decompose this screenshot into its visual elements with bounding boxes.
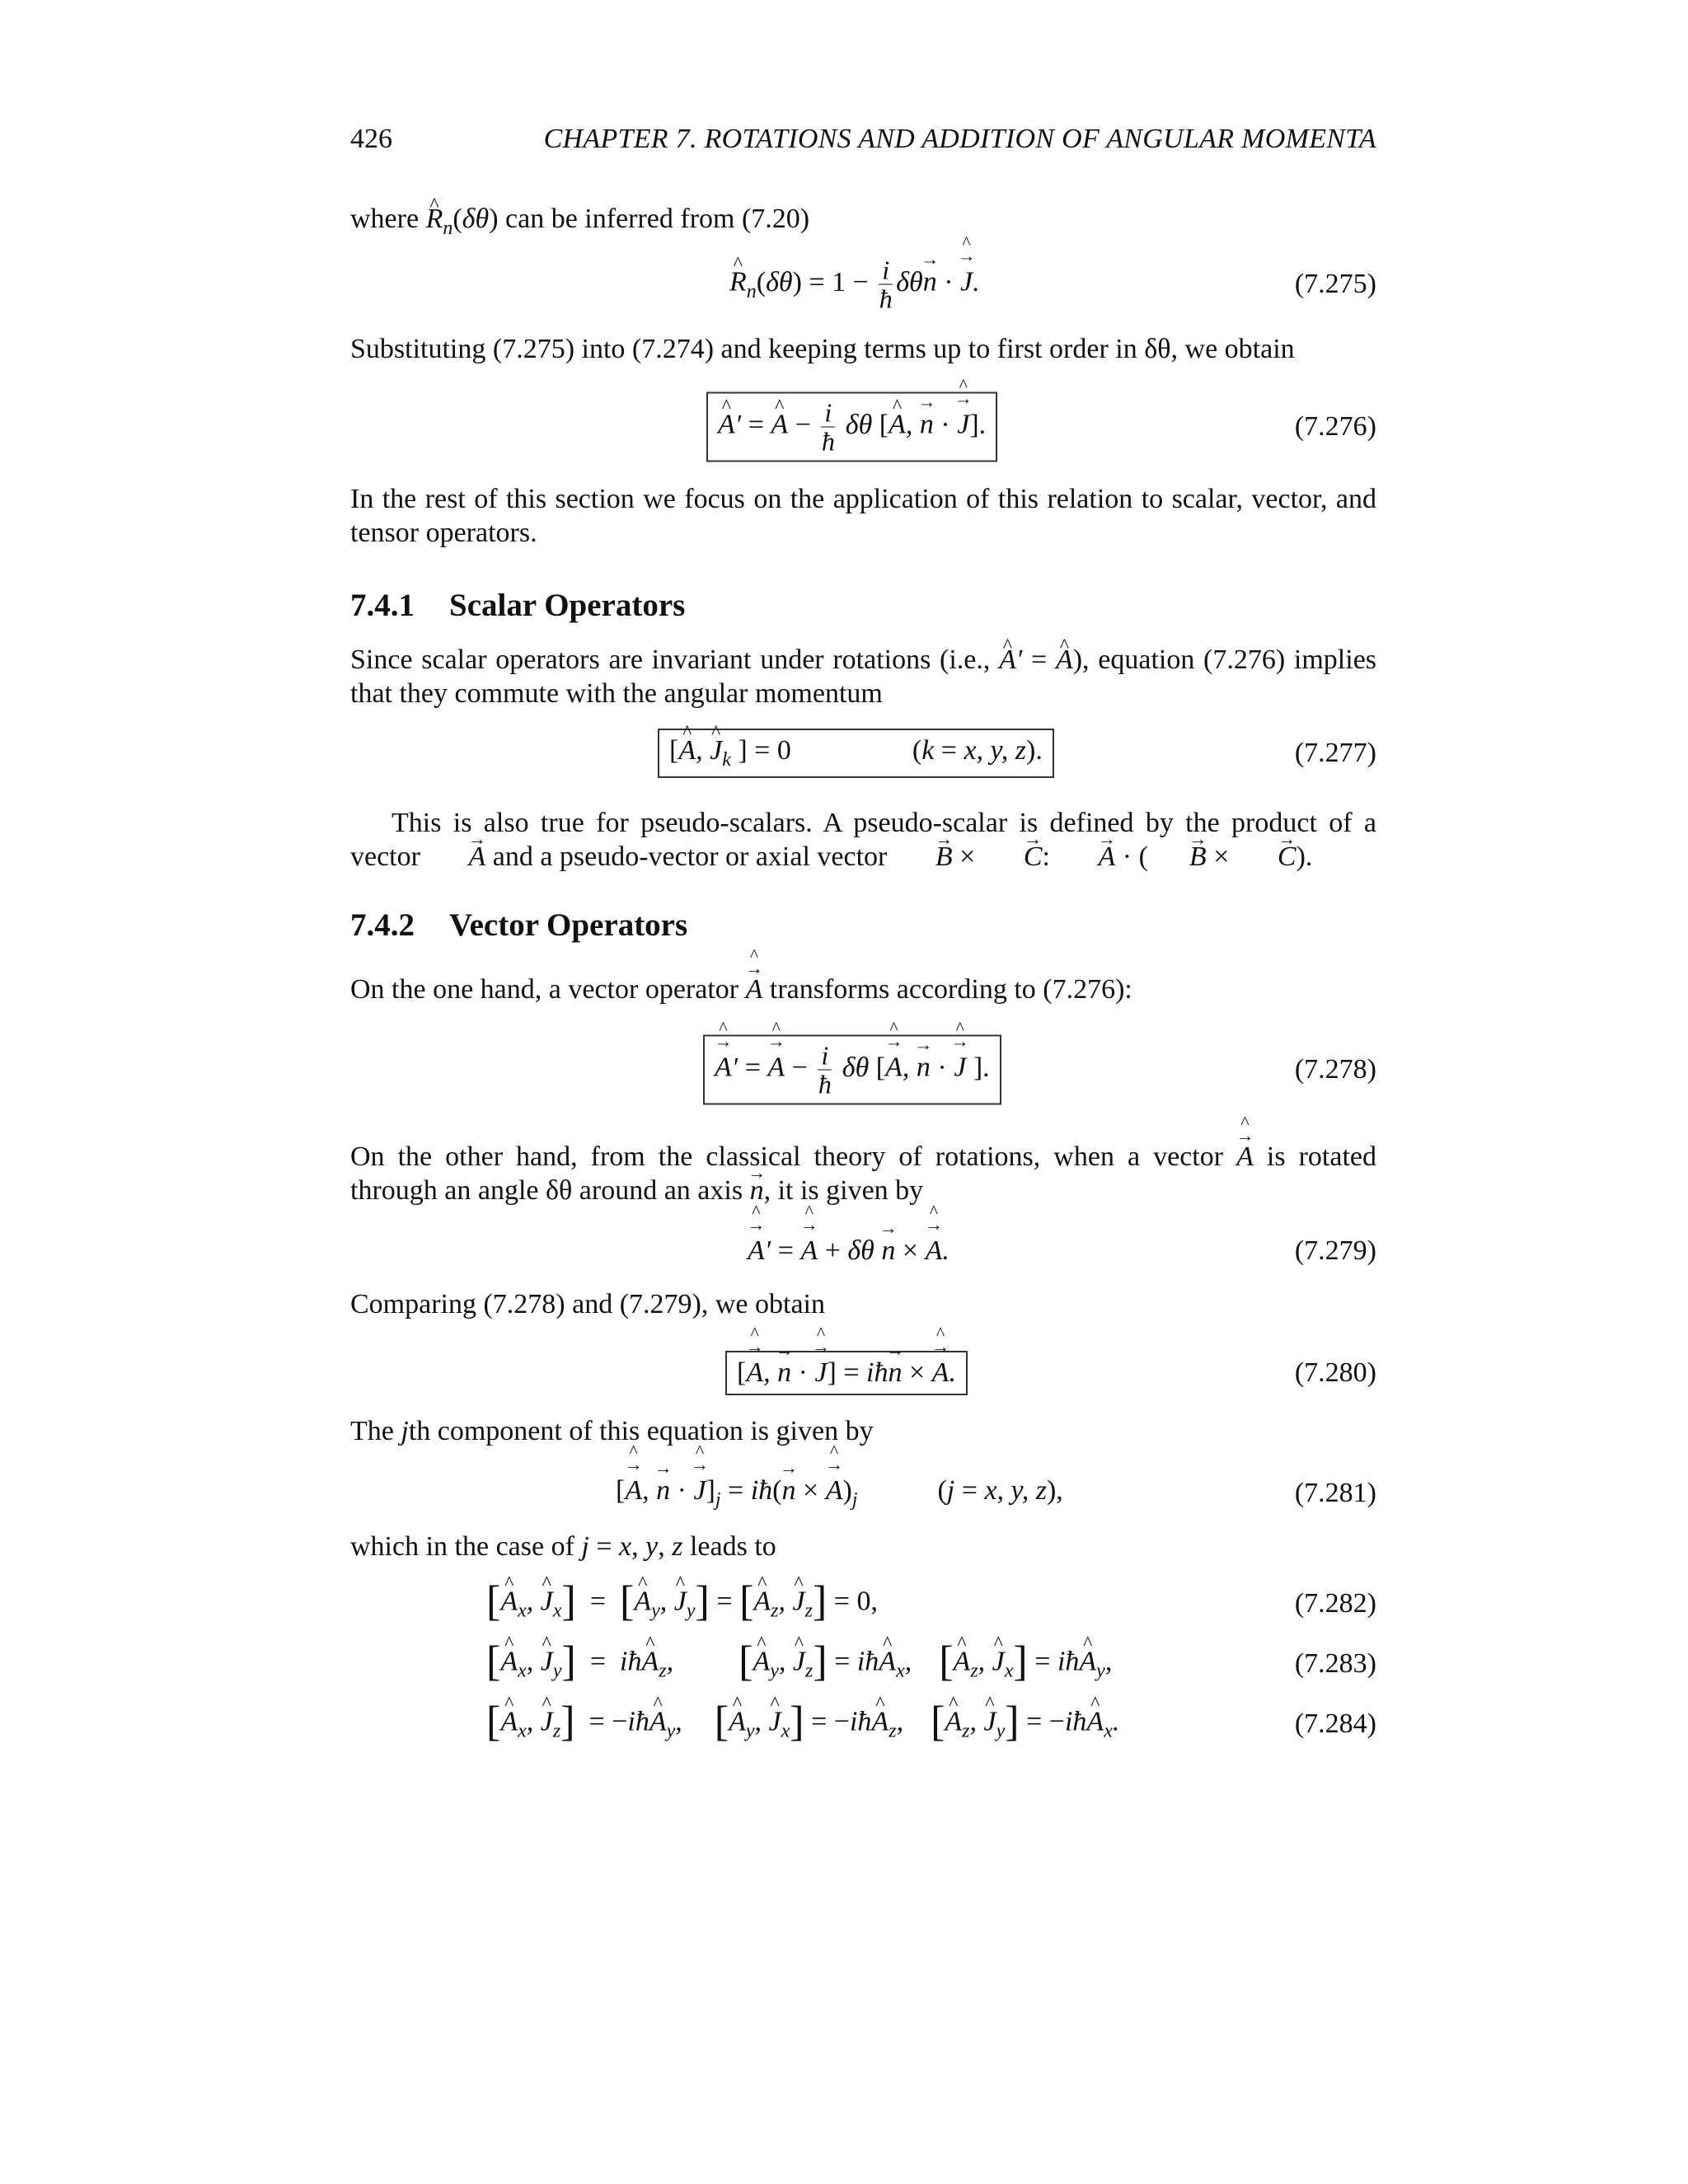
equation-7-278 [350, 1030, 1376, 1109]
equation-number: (7.283) [1294, 1648, 1376, 1679]
paragraph-2: Substituting (7.275) into (7.274) and keeping terms up to first order in δθ, we obtain [350, 334, 1295, 364]
equation-body: ^ A →′ = ^ A → + δθ n → × ^ A →. [748, 1235, 950, 1267]
equation-body: [A $\^{}_x$, J $\^{}_y$] = iħA $\^{}_z$, [A $\^{}_y$, J $\^{}_z$] = iħA $\^{}_x$, [A $\^{}_z$, J $\^{}_x$] = iħA $\^{}_y$, [486, 1646, 1112, 1683]
equation-7-281 [350, 1460, 1376, 1526]
equation-body: [^ A →, n → · ^ $J \to]_j$ = iħ(n → × ^ $A \to)_j$ (j = x, y, z), [616, 1475, 1063, 1511]
section-heading-7-4-2: 7.4.2 Vector Operators [350, 907, 688, 943]
equation-number: (7.277) [1294, 738, 1376, 768]
equation-number: (7.282) [1294, 1588, 1376, 1619]
equation-number: (7.276) [1294, 411, 1376, 442]
equation-7-282 [350, 1574, 1376, 1633]
equation-box: A ^′ = A ^ − $\frac{i}{ħ}$ δθ [A ^, n → · ^ J →]. [706, 392, 997, 462]
equation-number: (7.281) [1294, 1478, 1376, 1508]
paragraph-4: Since scalar operators are invariant under rotations (i.e., A ^′ = A ^), equation (7.276) implies that they commute with the angular momentum [350, 643, 1376, 710]
equation-number: (7.275) [1294, 269, 1376, 299]
equation-body: [A $\^{}_x$, J $\^{}_x] = [A$ $\^{}_y$, J $\^{}_y] = [A$ $\^{}_z$, J $\^{}_z] = 0$, [486, 1586, 878, 1623]
equation-box: [A ^, J $\^{}_k$ ] = 0 (k = x, y, z). [658, 729, 1054, 778]
paragraph-3: In the rest of this section we focus on the application of this relation to scalar, vector, and tensor operators. [350, 484, 1376, 548]
page-header [350, 124, 1376, 162]
equation-7-275 [350, 251, 1376, 317]
equation-number: (7.280) [1294, 1357, 1376, 1388]
paragraph-7: On the other hand, from the classical theory of rotations, when a vector ^ A → is rotated through an angle δθ around an axis n →, it is given by [350, 1140, 1376, 1207]
equation-number: (7.279) [1294, 1235, 1376, 1266]
equation-body: [A $\^{}_x$, J $\^{}_z$] = −iħA $\^{}_y$, [A $\^{}_y$, J $\^{}_x$] = −iħA $\^{}_z$, [A $\^{}_z$, J $\^{}_y$] = −iħA $\^{}_x$. [486, 1706, 1119, 1743]
equation-box: ^ A →′ = ^ A → − $\frac{i}{ħ}$ δθ [^ A →, n → · ^ J → ]. [703, 1035, 1001, 1105]
equation-7-284 [350, 1694, 1376, 1754]
paragraph-5: This is also true for pseudo-scalars. A pseudo-scalar is defined by the product of a vector A → and a pseudo-vector or axial vector B → × C →: A → · ( B → × C →). [350, 806, 1376, 874]
page-number: 426 [350, 124, 392, 154]
equation-number: (7.284) [1294, 1708, 1376, 1739]
equation-7-280 [350, 1340, 1376, 1406]
equation-7-283 [350, 1634, 1376, 1694]
equation-7-276 [350, 387, 1376, 466]
running-head: CHAPTER 7. ROTATIONS AND ADDITION OF ANGULAR MOMENTA [543, 124, 1376, 154]
book-page [350, 0, 1376, 2184]
paragraph-6: On the one hand, a vector operator ^ A → transforms according to (7.276): [350, 972, 1376, 1006]
equation-7-277 [350, 725, 1376, 781]
equation-body: R $\^{}_n(\delta\theta) = 1$ − $\frac{i}{ħ}$ δθn → · ^ J →. [729, 256, 980, 313]
paragraph-1: where R $\^{}_n(\delta\theta)$ can be inferred from (7.20) [350, 202, 1376, 246]
equation-7-279 [350, 1218, 1376, 1284]
paragraph-10: which in the case of j = x, y, z leads to [350, 1531, 776, 1562]
section-heading-7-4-1: 7.4.1 Scalar Operators [350, 588, 686, 623]
equation-box: [^ A →, n → · ^ J →] = iħn → × ^ A →. [725, 1351, 968, 1395]
paragraph-8: Comparing (7.278) and (7.279), we obtain [350, 1289, 825, 1319]
equation-number: (7.278) [1294, 1054, 1376, 1085]
paragraph-9: The jth component of this equation is given by [350, 1416, 874, 1446]
